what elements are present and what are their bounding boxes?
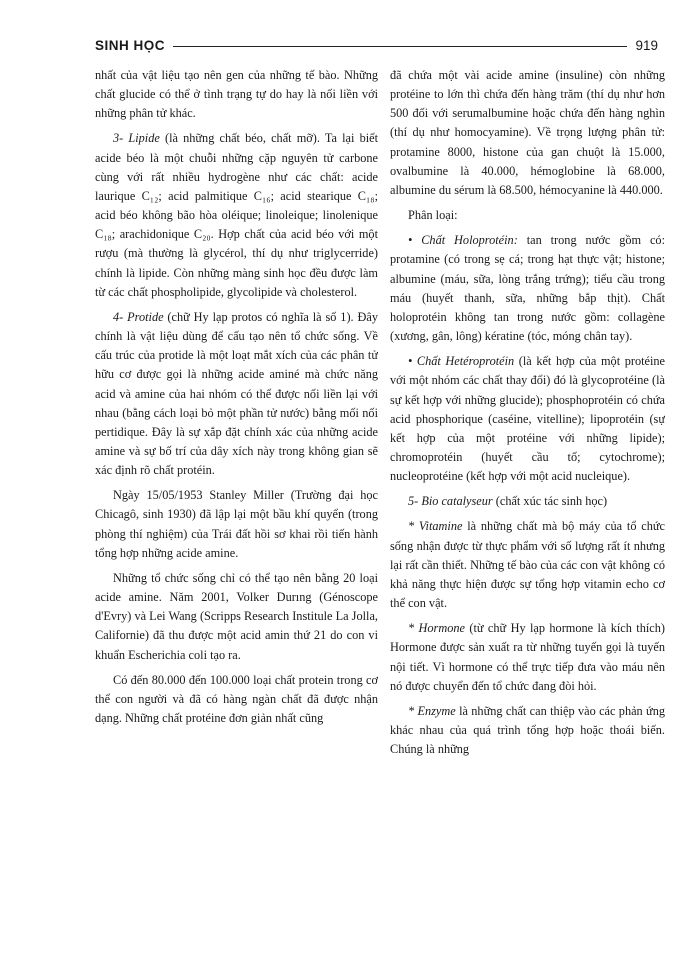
paragraph-classification: Phân loại: bbox=[408, 208, 458, 223]
paragraph-vitamine: * Vitamine là những chất mà bộ máy của tổ chức sống nhận được từ thực phẩm với số lượng rất ít nhưng lại rất cần thiết. Những tế bào của các con vật không có khả năng thực hiện được sự tổng hợp vitamin echo cơ thể con vật. bbox=[390, 519, 665, 611]
paragraph-lipide: 3- Lipide (là những chất béo, chất mỡ). Ta lại biết acide béo là một chuỗi những cặp nguyên tử carbone cùng với rất nhiều hydrogène như các chất: acide laurique C₁₂; acid palmitique C₁₆; acid stearique C₁₈; acid béo không bão hòa oléique; linoleique; linolenique C₁₈; arachidonique C₂₀. Hợp chất của acid béo với một rượu (mà thường là glycérol, thí dụ như triglycerride) chính là lipide. Còn những màng sinh học đều được làm từ các chất phospholipide, glycolipide và cholesterol. bbox=[95, 131, 378, 299]
running-header bbox=[95, 35, 658, 55]
paragraph-hormone: * Hormone (từ chữ Hy lạp hormone là kích thích) Hormone được sản xuất ra từ những tuyến gọi là tuyến nội tiết. Vì hormone có thể trực tiếp đưa vào máu nên nó được chuyển đến tổ chức đang đòi hỏi. bbox=[390, 621, 665, 693]
paragraph-holoprotein: • Chất Holoprotéin: tan trong nước gồm có: protamine (có trong sẹ cá; trong hạt thực vật; histone; albumine (máu, sữa, lòng trắng trứng); tiểu cầu trong máu (huyết thanh, sữa, những bắp thịt). Chất holoprotéin không tan trong nước gồm: collagène (xương, gân, lông) kératine (tóc, móng chân tay). bbox=[390, 233, 665, 344]
section-title: SINH HỌC bbox=[95, 37, 166, 53]
paragraph: nhất của vật liệu tạo nên gen của những tế bào. Những chất glucide có thể ở tình trạng tự do hay là nối liền với những phân tử khác. bbox=[95, 68, 378, 121]
section-heading-lipide: 3- Lipide bbox=[113, 131, 160, 146]
paragraph-biocatalyst: 5- Bio catalyseur (chất xúc tác sinh học) bbox=[408, 494, 608, 509]
header-rule bbox=[173, 46, 627, 47]
paragraph: Ngày 15/05/1953 Stanley Miller (Trường đại học Chicagô, sinh 1930) đã lập lại một bầu khí quyển (trong phòng thí nghiệm) của Trái đất hồi sơ khai rồi tiến hành tổng hợp những acide amine. bbox=[95, 488, 378, 560]
section-heading-biocatalyst: 5- Bio catalyseur bbox=[408, 494, 493, 509]
paragraph-enzyme: * Enzyme là những chất can thiệp vào các phản ứng khác nhau của quá trình tổng hợp hoặc thoái biến. Chúng là những bbox=[390, 703, 665, 757]
paragraph: Có đến 80.000 đến 100.000 loại chất protein trong cơ thể con người và đã có hàng ngàn chất đã được nhận dạng. Những chất protéine đơn giản nhất cũng bbox=[95, 672, 378, 725]
paragraph-heteroprotein: • Chất Hetéroprotéin (là kết hợp của một protéine với một nhóm các chất thay đổi) đó là glycoprotéine (là sự kết hợp với những glucide); phosphoprotéin có chứa acid phosphorique (caséine, vitelline); lipoprotéin (sự kết hợp của một protéine với những lipide); chromoprotéin (huyết cầu tố; cytochrome); nucleoprotéine (kết hợp với một acid nucleique). bbox=[390, 354, 665, 484]
section-heading-protide: 4- Protide bbox=[113, 309, 164, 324]
term-heteroprotein: • Chất Hetéroprotéin bbox=[408, 354, 515, 369]
right-column bbox=[390, 66, 665, 956]
left-column bbox=[95, 66, 378, 956]
page-number: 919 bbox=[635, 37, 658, 53]
paragraph: đã chứa một vài acide amine (insuline) còn những protéine to lớn thì chứa đến hàng trăm (thí dụ như hơn 500 đối với serumalbumine hoặc chứa đến hàng nghìn (thí dụ như homocyamine). Về trọng lượng phân tử: protamine 8000, histone của gan chuột là 15.000, ovalbumine là 40.000, hémoglobine là 68.000, albumine du sérum là 68.500, hémocyanine là 440.000. bbox=[390, 68, 665, 197]
term-vitamine: * Vitamine bbox=[408, 519, 463, 534]
term-hormone: * Hormone bbox=[408, 621, 465, 636]
paragraph-protide: 4- Protide (chữ Hy lạp protos có nghĩa là số 1). Đây chính là vật liệu dùng để cấu tạo nên tổ chức sống. Về cấu trúc của protide là một loạt mắt xích của các phân tử hữu cơ được gọi là những acide aminé mà chức năng acid và amine của hai nhóm có thể được nối liền lại với nhau (bằng cách loại bỏ một phần tử nước) bằng mối nối pertidique. Đây là sự xắp đặt chính xác của những acide amine và sự bố trí của dây xích này trong không gian sẽ xác định rõ chất protéin. bbox=[95, 309, 378, 478]
term-enzyme: * Enzyme bbox=[408, 703, 456, 718]
paragraph: Những tổ chức sống chỉ có thể tạo nên bằng 20 loại acide amine. Năm 2001, Volker Durıng (Génoscope d'Evry) và Lei Wang (Scripps Research Institule La Jolla, Californie) đã thu được một acid amin thứ 21 do con vi khuẩn Escherichia coli tạo ra. bbox=[95, 570, 378, 662]
term-holoprotein: • Chất Holoprotéin: bbox=[408, 233, 518, 248]
